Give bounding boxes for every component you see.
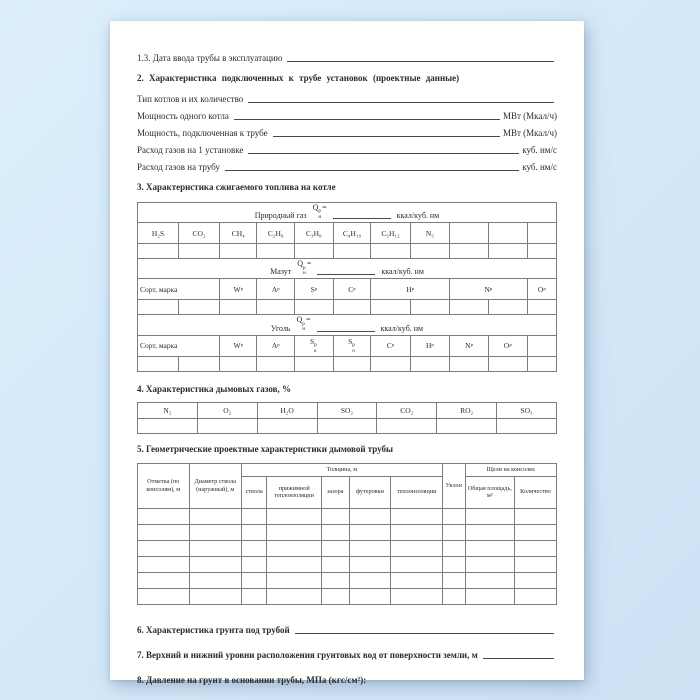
empty-cell — [220, 244, 257, 259]
field-label: Мощность одного котла — [137, 111, 229, 121]
col-header-sk: S р к — [295, 335, 334, 356]
empty-cell — [333, 356, 371, 371]
geometry-header-row1 — [138, 463, 557, 476]
fill-in-blank — [248, 101, 554, 103]
col-header-sort: Сорт, марка — [138, 335, 220, 356]
empty-cell — [450, 300, 489, 315]
empty-cell — [515, 540, 557, 556]
empty-cell — [489, 356, 528, 371]
col-header-sort: Сорт, марка — [138, 279, 220, 300]
col-header: Cᵖ — [371, 335, 410, 356]
empty-cell — [241, 524, 267, 540]
sub: н — [303, 270, 306, 277]
empty-cell — [138, 300, 179, 315]
sup: р — [302, 320, 305, 327]
gas-header-row — [138, 223, 557, 244]
empty-cell — [442, 556, 465, 572]
col-header: ствола — [241, 476, 267, 508]
flue-gas-header-row — [138, 402, 557, 418]
col-header: Nᵖ — [450, 335, 489, 356]
gas-title-cell — [138, 203, 557, 223]
coal-title-cell — [138, 315, 557, 335]
fill-in-blank — [234, 118, 500, 120]
col-header: CO₂ — [179, 223, 220, 244]
empty-cell — [189, 540, 241, 556]
field-label: Мощность, подключенная к трубе — [137, 128, 268, 138]
heating-value-expr: Q р н = — [297, 259, 312, 277]
empty-cell — [241, 588, 267, 604]
mazut-value-row — [138, 300, 557, 315]
empty-cell — [377, 418, 437, 433]
fill-in-blank — [317, 330, 375, 332]
fuel-title: Уголь — [270, 323, 291, 333]
section5-heading: 5. Геометрические проектные характеристики дымовой трубы — [137, 443, 394, 454]
empty-cell — [349, 572, 391, 588]
fill-in-blank — [483, 657, 554, 659]
empty-cell — [179, 244, 220, 259]
empty-cell — [220, 300, 257, 315]
empty-cell — [138, 556, 190, 572]
field-unit: куб. нм/с — [522, 162, 557, 172]
flue-gas-table — [137, 402, 557, 434]
geometry-value-row — [138, 588, 557, 604]
empty-cell — [349, 524, 391, 540]
empty-cell — [257, 244, 295, 259]
col-header: Wᵖ — [220, 335, 257, 356]
empty-cell — [189, 572, 241, 588]
empty-cell — [295, 356, 334, 371]
sup: р — [318, 208, 321, 215]
empty-cell — [267, 588, 321, 604]
empty-cell — [527, 356, 556, 371]
empty-cell — [391, 572, 443, 588]
empty-cell — [138, 356, 179, 371]
empty-cell — [267, 508, 321, 524]
empty-cell — [465, 556, 514, 572]
col-header — [527, 223, 556, 244]
col-header: Wᵖ — [220, 279, 257, 300]
section3-heading: 3. Характеристика сжигаемого топлива на котле — [137, 182, 336, 192]
empty-cell — [391, 524, 443, 540]
empty-cell — [515, 508, 557, 524]
field-boiler-power — [137, 105, 557, 121]
empty-cell — [295, 244, 334, 259]
empty-cell — [267, 556, 321, 572]
field-unit: МВт (Мкал/ч) — [502, 128, 557, 138]
empty-cell — [349, 588, 391, 604]
fill-in-blank — [333, 217, 391, 219]
sub: о — [352, 347, 355, 354]
empty-cell — [391, 508, 443, 524]
fill-in-blank — [295, 632, 554, 634]
empty-cell — [267, 572, 321, 588]
col-header: CH₄ — [220, 223, 257, 244]
empty-cell — [295, 300, 334, 315]
fill-in-blank — [287, 60, 554, 62]
empty-cell — [138, 540, 190, 556]
field-label: 7. Верхний и нижний уровни расположения грунтовых вод от поверхности земли, м — [137, 649, 478, 660]
empty-cell — [371, 356, 410, 371]
sub: к — [314, 347, 317, 354]
empty-cell — [410, 356, 449, 371]
col-header-diameter: Диаметр ствола (наружный), м — [189, 463, 241, 508]
fill-in-blank — [273, 135, 500, 137]
col-header: O₂ — [197, 402, 257, 418]
empty-cell — [465, 540, 514, 556]
field-unit: МВт (Мкал/ч) — [502, 111, 557, 121]
col-header: футеровки — [349, 476, 391, 508]
col-header: RO₂ — [437, 402, 497, 418]
empty-cell — [391, 556, 443, 572]
flue-gas-value-row — [138, 418, 557, 433]
empty-cell — [349, 540, 391, 556]
empty-cell — [465, 588, 514, 604]
empty-cell — [442, 508, 465, 524]
gas-value-row — [138, 244, 557, 259]
empty-cell — [515, 588, 557, 604]
empty-cell — [267, 540, 321, 556]
field-boiler-type — [137, 88, 557, 104]
empty-cell — [138, 418, 198, 433]
empty-cell — [179, 356, 220, 371]
empty-cell — [321, 540, 349, 556]
empty-cell — [515, 556, 557, 572]
empty-cell — [450, 356, 489, 371]
col-header: Oᵖ — [527, 279, 556, 300]
field-soil-characteristics — [137, 619, 557, 635]
col-header: H₂O — [257, 402, 317, 418]
fill-in-blank — [248, 152, 519, 154]
empty-cell — [138, 508, 190, 524]
sup: р — [352, 342, 355, 349]
fill-in-blank — [317, 273, 375, 275]
sup: р — [314, 342, 317, 349]
col-header: Количество — [515, 476, 557, 508]
geometry-value-row — [138, 524, 557, 540]
col-header-slope: Уклон — [442, 463, 465, 508]
col-header: Hᵖ — [371, 279, 450, 300]
field-gas-flow-unit — [137, 139, 557, 155]
empty-cell — [321, 556, 349, 572]
sub: н — [318, 213, 322, 220]
col-header: Hᵖ — [410, 335, 449, 356]
geometry-value-row — [138, 556, 557, 572]
coal-header-row — [138, 335, 557, 356]
empty-cell — [442, 572, 465, 588]
empty-cell — [465, 508, 514, 524]
col-header-so: S р о — [333, 335, 371, 356]
coal-title-row — [138, 315, 557, 335]
empty-cell — [349, 556, 391, 572]
empty-cell — [349, 508, 391, 524]
heating-value-unit: ккал/куб. нм — [396, 211, 440, 221]
fuel-characteristics-table — [137, 202, 557, 372]
col-header: прижимной теплоизоляции — [267, 476, 321, 508]
empty-cell — [197, 418, 257, 433]
empty-cell — [321, 524, 349, 540]
empty-cell — [527, 244, 556, 259]
col-header: Cᵖ — [333, 279, 371, 300]
col-header: N₂ — [138, 402, 198, 418]
col-header: SO₂ — [317, 402, 377, 418]
col-header: C₅H₁₂ — [371, 223, 410, 244]
col-header: Oᵖ — [489, 335, 528, 356]
empty-cell — [465, 524, 514, 540]
empty-cell — [450, 244, 489, 259]
col-header: Nᵖ — [450, 279, 528, 300]
field-unit: куб. нм/с — [522, 145, 557, 155]
empty-cell — [442, 540, 465, 556]
empty-cell — [465, 572, 514, 588]
coal-value-row — [138, 356, 557, 371]
sub: н — [302, 326, 306, 333]
empty-cell — [371, 300, 410, 315]
empty-cell — [189, 508, 241, 524]
heating-value-expr: Q р н = — [312, 203, 327, 220]
empty-cell — [189, 524, 241, 540]
col-header: Sᵖ — [295, 279, 334, 300]
col-header: N₂ — [410, 223, 449, 244]
field-label: Расход газов на 1 установке — [137, 145, 244, 155]
col-header: CO₂ — [377, 402, 437, 418]
field-label: 1.3. Дата ввода трубы в эксплуатацию — [137, 53, 283, 63]
sup: р — [303, 264, 306, 271]
empty-cell — [489, 244, 528, 259]
empty-cell — [241, 572, 267, 588]
empty-cell — [189, 588, 241, 604]
heating-value-expr: Q р н = — [296, 315, 311, 333]
empty-cell — [333, 300, 371, 315]
empty-cell — [515, 572, 557, 588]
field-ground-pressure — [137, 669, 557, 685]
empty-cell — [527, 300, 556, 315]
col-header: теплоизоляции — [391, 476, 443, 508]
empty-cell — [442, 524, 465, 540]
document-page — [110, 21, 584, 685]
col-header: C₂H₆ — [257, 223, 295, 244]
col-header — [450, 223, 489, 244]
fill-in-blank — [225, 169, 519, 171]
col-header-mark: Отметка (по консолям), м — [138, 463, 190, 508]
col-header: Общая площадь, м² — [465, 476, 514, 508]
empty-cell — [437, 418, 497, 433]
field-label: Расход газов на трубу — [137, 162, 220, 172]
geometry-value-row — [138, 572, 557, 588]
field-label: 6. Характеристика грунта под трубой — [137, 624, 290, 635]
empty-cell — [321, 508, 349, 524]
empty-cell — [138, 572, 190, 588]
field-groundwater-levels — [137, 644, 557, 660]
empty-cell — [267, 524, 321, 540]
field-connected-power — [137, 122, 557, 138]
col-header — [489, 223, 528, 244]
empty-cell — [442, 588, 465, 604]
gas-title-row — [138, 203, 557, 223]
empty-cell — [321, 572, 349, 588]
col-header: Aᵖ — [257, 279, 295, 300]
fuel-title: Мазут — [270, 267, 292, 277]
empty-cell — [410, 300, 449, 315]
empty-cell — [138, 524, 190, 540]
empty-cell — [371, 244, 410, 259]
empty-cell — [497, 418, 557, 433]
fuel-title: Природный газ — [254, 211, 307, 221]
col-header: Aᵖ — [257, 335, 295, 356]
empty-cell — [138, 244, 179, 259]
col-group-thickness: Толщина, м — [241, 463, 442, 476]
empty-cell — [241, 508, 267, 524]
empty-cell — [321, 588, 349, 604]
empty-cell — [410, 244, 449, 259]
mazut-title-row — [138, 259, 557, 279]
col-header — [527, 335, 556, 356]
empty-cell — [257, 418, 317, 433]
mazut-title-cell — [138, 259, 557, 279]
empty-cell — [515, 524, 557, 540]
empty-cell — [179, 300, 220, 315]
empty-cell — [257, 356, 295, 371]
section4-heading: 4. Характеристика дымовых газов, % — [137, 383, 291, 394]
empty-cell — [489, 300, 528, 315]
col-header: C₃H₈ — [295, 223, 334, 244]
mazut-header-row — [138, 279, 557, 300]
geometry-value-row — [138, 508, 557, 524]
empty-cell — [257, 300, 295, 315]
col-header: H₂S — [138, 223, 179, 244]
field-label: 8. Давление на грунт в основании трубы, МПа (кгс/см²): — [137, 674, 367, 685]
empty-cell — [220, 356, 257, 371]
empty-cell — [241, 540, 267, 556]
empty-cell — [391, 540, 443, 556]
heating-value-unit: ккал/куб. нм — [380, 323, 424, 333]
col-header: C₄H₁₀ — [333, 223, 371, 244]
section2-heading: 2. Характеристика подключенных к трубе установок (проектные данные) — [137, 73, 460, 83]
heating-value-unit: ккал/куб. нм — [381, 267, 424, 277]
col-header: зазора — [321, 476, 349, 508]
empty-cell — [189, 556, 241, 572]
empty-cell — [138, 588, 190, 604]
geometry-table — [137, 463, 557, 605]
field-label: Тип котлов и их количество — [137, 94, 244, 104]
geometry-value-row — [138, 540, 557, 556]
empty-cell — [317, 418, 377, 433]
empty-cell — [333, 244, 371, 259]
empty-cell — [391, 588, 443, 604]
empty-cell — [241, 556, 267, 572]
col-header: SO₃ — [497, 402, 557, 418]
col-group-slots: Щели на консолях — [465, 463, 556, 476]
field-commissioning-date — [137, 47, 557, 63]
field-gas-flow-stack — [137, 156, 557, 172]
